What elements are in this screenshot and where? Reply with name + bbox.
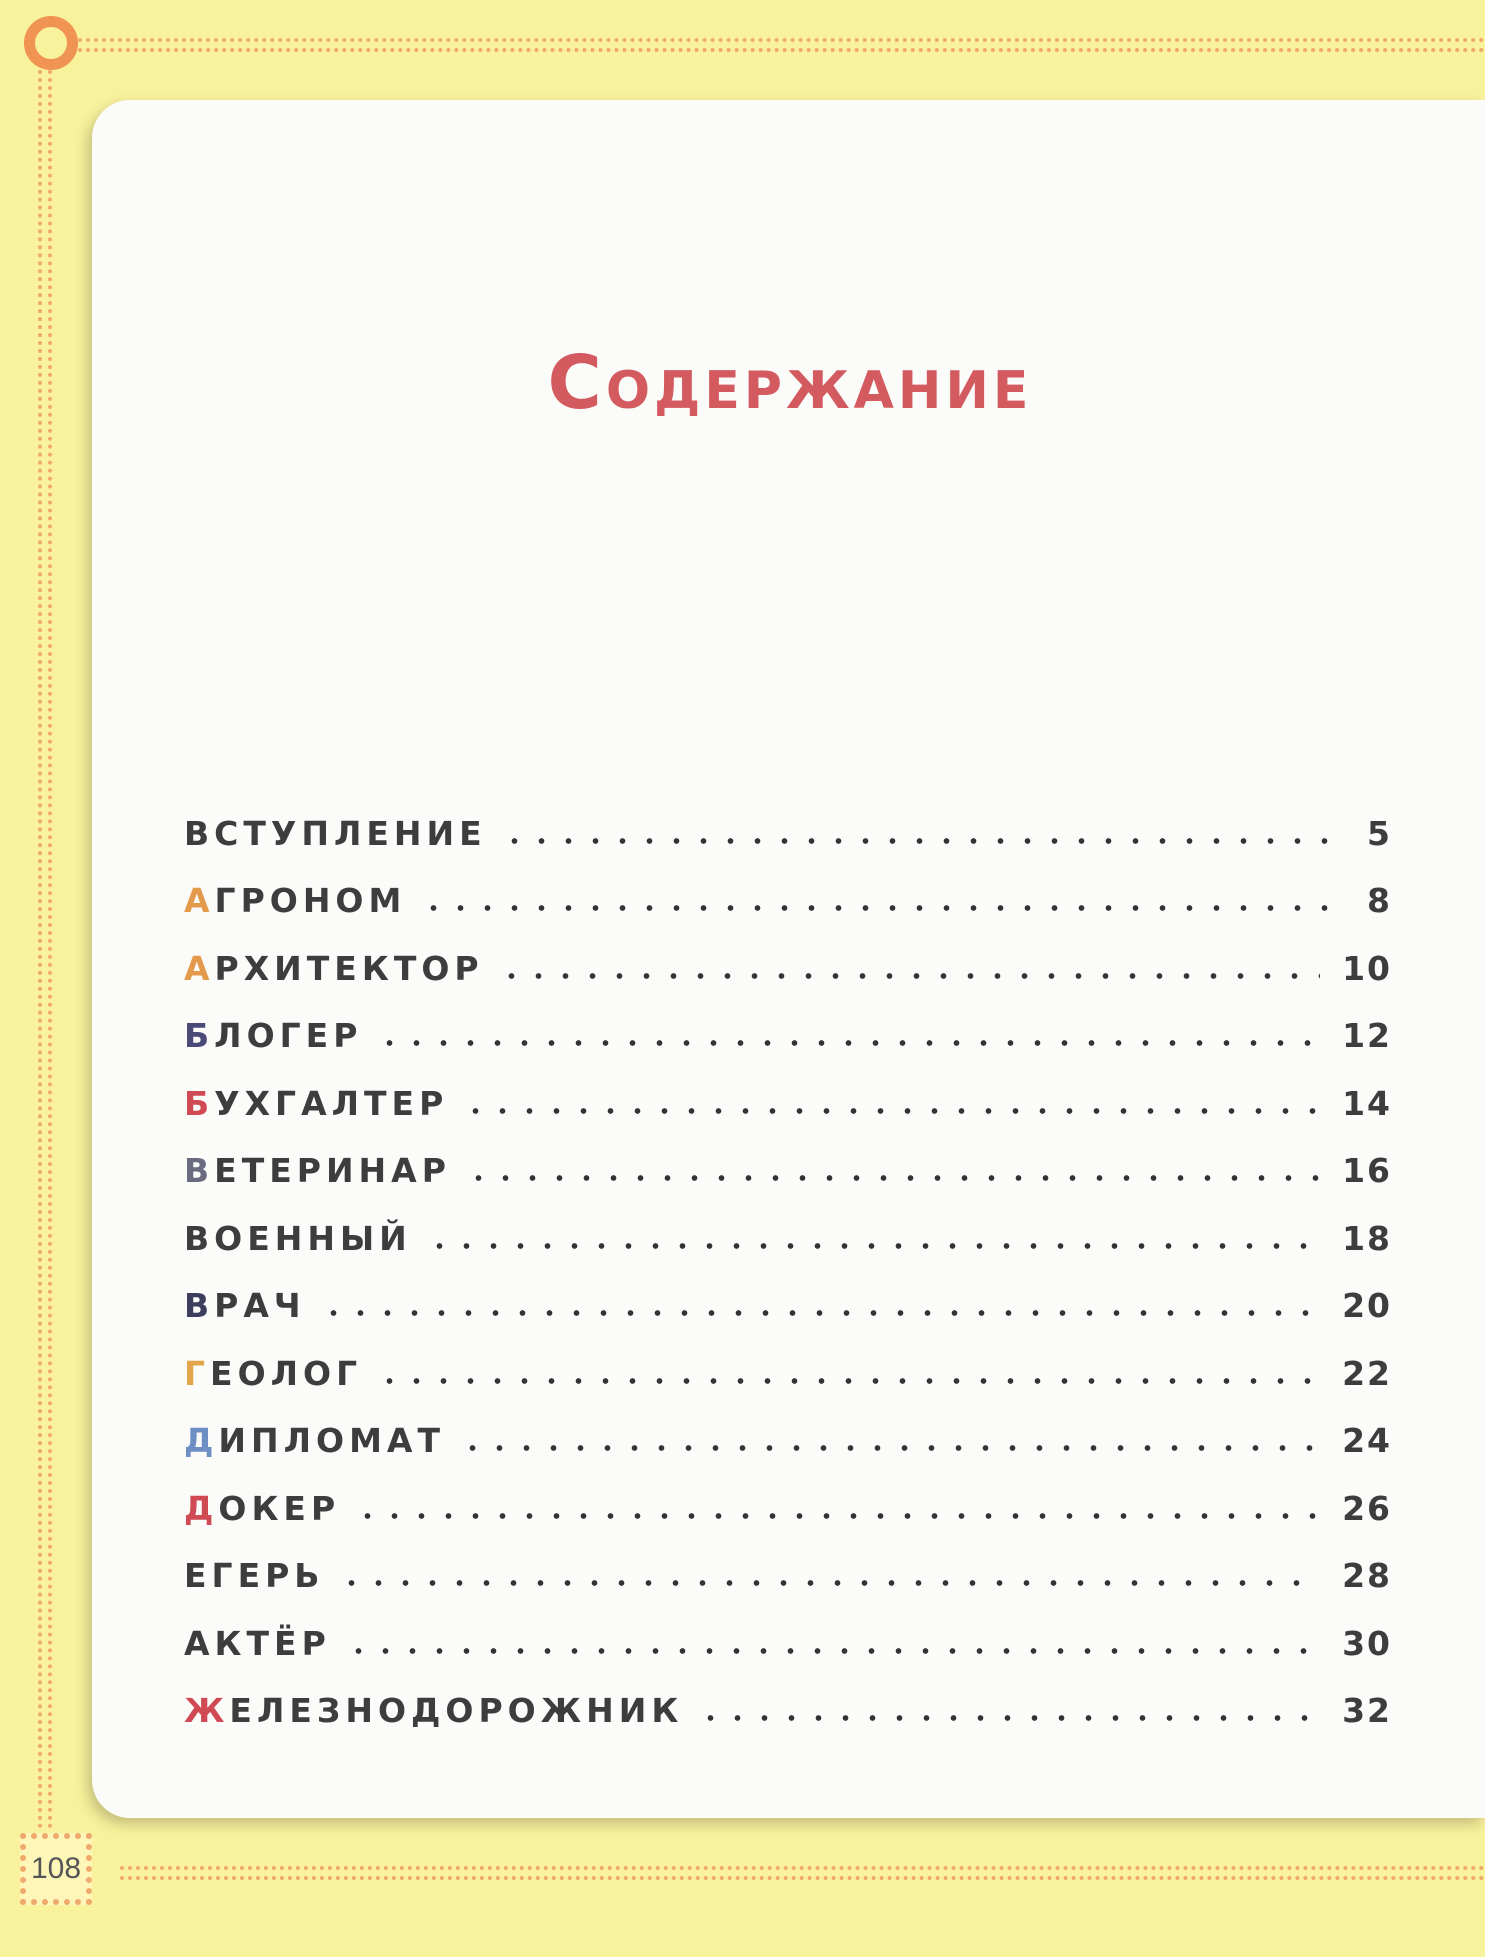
toc-entry-rest: УХГАЛТЕР	[214, 1083, 449, 1123]
toc-entry[interactable]	[184, 920, 1392, 988]
toc-entry-page: 14	[1342, 1083, 1392, 1123]
toc-entry-page: 8	[1367, 881, 1392, 920]
toc-entry-title	[184, 1354, 362, 1393]
toc-entry-initial: Б	[184, 1083, 215, 1123]
toc-dot-leader	[465, 1175, 1320, 1181]
toc-entry-title	[184, 1084, 448, 1123]
toc-dot-leader	[426, 1243, 1320, 1249]
toc-entry-initial: Д	[184, 1488, 219, 1528]
toc-entry[interactable]	[184, 1595, 1392, 1663]
toc-entry-title	[184, 1691, 683, 1730]
toc-dot-leader	[498, 973, 1320, 979]
toc-dot-leader	[376, 1378, 1320, 1384]
toc-entry-title	[184, 1489, 340, 1528]
toc-entry-rest: РАЧ	[214, 1286, 306, 1325]
toc-entry-initial: Б	[184, 1016, 215, 1055]
toc-entry-title	[184, 949, 484, 988]
toc-entry-rest: ГЕРЬ	[211, 1556, 325, 1595]
toc-dot-leader	[354, 1513, 1320, 1519]
toc-entry-initial: В	[184, 1218, 215, 1258]
toc-entry[interactable]	[184, 1460, 1392, 1528]
toc-entry-page: 28	[1342, 1556, 1392, 1595]
toc-dot-leader	[462, 1108, 1320, 1114]
toc-entry-rest: ОЕННЫЙ	[214, 1218, 412, 1258]
toc-dot-leader	[459, 1445, 1320, 1451]
toc-dot-leader	[376, 1040, 1320, 1046]
corner-ring-decoration	[24, 16, 78, 70]
toc-entry-initial: В	[184, 1286, 215, 1325]
toc-entry-rest: СТУПЛЕНИЕ	[214, 813, 487, 853]
toc-entry-rest: ЕЛЕЗНОДОРОЖНИК	[229, 1691, 684, 1730]
toc-entry-rest: КТЁР	[214, 1623, 331, 1663]
toc-entry-initial: Г	[184, 1353, 211, 1393]
toc-entry-title	[184, 1151, 451, 1190]
toc-entry-page: 22	[1342, 1353, 1392, 1393]
toc-dot-leader	[345, 1648, 1320, 1654]
toc-entry[interactable]	[184, 1393, 1392, 1461]
toc-dot-leader	[320, 1310, 1321, 1316]
toc-entry-page: 24	[1342, 1421, 1392, 1460]
toc-entry-page: 32	[1342, 1691, 1392, 1730]
left-dotted-border	[38, 70, 52, 1830]
toc-entry-title	[184, 1016, 362, 1055]
toc-entry-title	[184, 881, 406, 920]
toc-entry-page: 16	[1342, 1151, 1392, 1190]
toc-entry-page: 18	[1342, 1218, 1392, 1258]
toc-entry[interactable]	[184, 1055, 1392, 1123]
toc-entry[interactable]	[184, 1663, 1392, 1731]
bottom-dotted-border	[120, 1866, 1485, 1880]
toc-entry[interactable]	[184, 1325, 1392, 1393]
toc-entry-rest: ИПЛОМАТ	[218, 1421, 445, 1460]
toc-entry-title	[184, 1624, 331, 1663]
toc-entry-title	[184, 1286, 306, 1325]
toc-entry-page: 26	[1342, 1488, 1392, 1528]
toc-dot-leader	[420, 905, 1345, 911]
toc-dot-leader	[697, 1715, 1320, 1721]
toc-entry-title	[184, 1556, 324, 1595]
toc-dot-leader	[338, 1580, 1320, 1586]
table-of-contents	[184, 785, 1392, 1730]
toc-entry-rest: ГРОНОМ	[214, 881, 407, 920]
toc-entry-page: 10	[1342, 948, 1392, 988]
toc-entry-page: 5	[1367, 813, 1392, 853]
toc-entry-title	[184, 1421, 445, 1460]
toc-entry-rest: ЛОГЕР	[214, 1016, 363, 1055]
top-dotted-border	[70, 38, 1485, 52]
page-title: Содержание	[547, 340, 1033, 426]
page-number: 108	[30, 1852, 82, 1885]
toc-entry-initial: В	[184, 1151, 215, 1190]
toc-entry-page: 12	[1342, 1016, 1392, 1055]
toc-entry[interactable]	[184, 853, 1392, 921]
toc-entry-title	[184, 1219, 412, 1258]
toc-entry-initial: А	[184, 1623, 215, 1663]
toc-entry[interactable]	[184, 1258, 1392, 1326]
toc-entry-initial: Ж	[184, 1691, 230, 1730]
toc-entry[interactable]	[184, 988, 1392, 1056]
toc-entry-title	[184, 814, 487, 853]
toc-entry-rest: РХИТЕКТОР	[214, 948, 484, 988]
toc-entry-initial: А	[184, 881, 215, 920]
toc-entry[interactable]	[184, 785, 1392, 853]
toc-entry-initial: А	[184, 948, 215, 988]
toc-entry[interactable]	[184, 1190, 1392, 1258]
toc-entry-rest: ЕТЕРИНАР	[214, 1151, 451, 1190]
toc-entry-page: 20	[1342, 1286, 1392, 1325]
toc-entry-initial: Д	[184, 1421, 219, 1460]
toc-entry-rest: ОКЕР	[218, 1488, 341, 1528]
toc-entry-initial: В	[184, 813, 215, 853]
toc-entry-page: 30	[1342, 1623, 1392, 1663]
toc-entry[interactable]	[184, 1123, 1392, 1191]
toc-dot-leader	[501, 838, 1345, 844]
toc-entry-initial: Е	[184, 1556, 212, 1595]
toc-entry-rest: ЕОЛОГ	[210, 1353, 363, 1393]
toc-entry[interactable]	[184, 1528, 1392, 1596]
page-number-box	[20, 1833, 92, 1905]
